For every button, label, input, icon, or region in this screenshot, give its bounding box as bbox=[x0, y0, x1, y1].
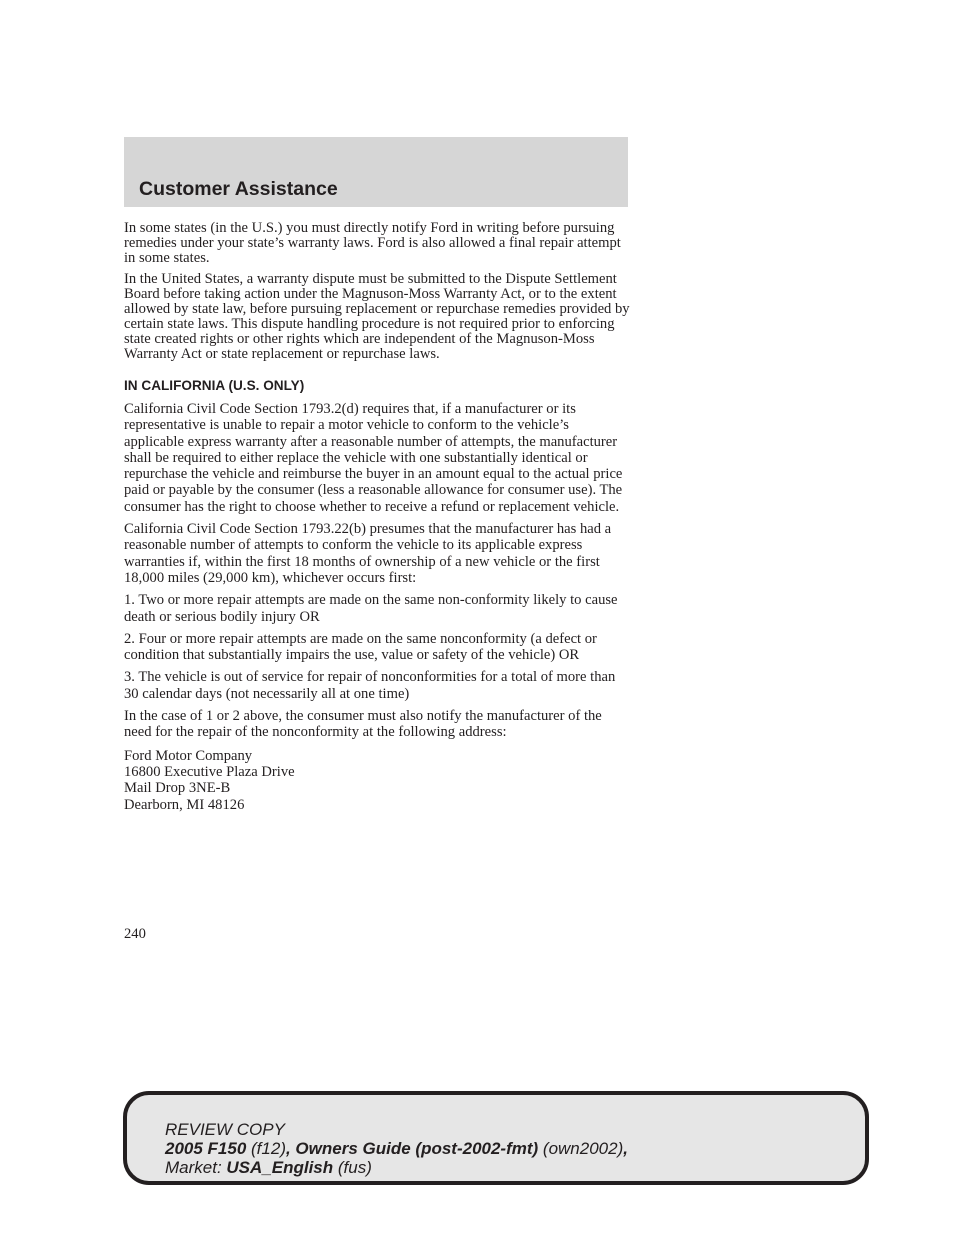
review-copy-model-line bbox=[165, 1139, 628, 1158]
market-label: Market: bbox=[165, 1158, 227, 1177]
market-code: (fus) bbox=[333, 1158, 372, 1177]
model-code: (f12) bbox=[246, 1139, 286, 1158]
intro-paragraph-1: In some states (in the U.S.) you must directly notify Ford in writing before pursuing remedies under your state’s warranty laws. Ford is also allowed a final repair attempt in some states. bbox=[124, 220, 621, 266]
list-item-1: 1. Two or more repair attempts are made on the same non-conformity likely to cause death or serious bodily injury OR bbox=[124, 592, 618, 625]
market-name: USA_English bbox=[226, 1158, 334, 1177]
california-paragraph-1: California Civil Code Section 1793.2(d) requires that, if a manufacturer or its representative is unable to repair a motor vehicle to conform to the vehicle’s applicable express warranty after a reasonable number of attempts, the manufacturer shall be required to either replace the vehicle with one substantially identical or repurchase the vehicle and reimburse the buyer in an amount equal to the actual price paid or payable by the consumer (less a reasonable allowance for consumer use). The consumer has the right to choose whether to receive a refund or replacement vehicle. bbox=[124, 401, 623, 515]
line-comma: , bbox=[623, 1139, 628, 1158]
review-copy-text bbox=[165, 1120, 628, 1177]
address-line-maildrop: Mail Drop 3NE-B bbox=[124, 780, 231, 797]
review-copy-label: REVIEW COPY bbox=[165, 1120, 285, 1139]
mailing-address bbox=[124, 748, 630, 814]
california-section bbox=[124, 401, 630, 813]
address-line-city: Dearborn, MI 48126 bbox=[124, 796, 245, 813]
section-header-band bbox=[124, 137, 628, 207]
california-paragraph-2: California Civil Code Section 1793.22(b) presumes that the manufacturer has had a reasonable number of attempts to conform the vehicle to its applicable express warranties if, within the first 18 months of ownership of a new vehicle or the first 18,000 miles (29,000 km), whichever occurs first: bbox=[124, 521, 612, 586]
notify-paragraph: In the case of 1 or 2 above, the consumer must also notify the manufacturer of the need for the repair of the nonconformity at the following address: bbox=[124, 708, 602, 741]
section-title: Customer Assistance bbox=[139, 178, 338, 200]
guide-name: , Owners Guide (post-2002-fmt) bbox=[285, 1139, 539, 1158]
model-name: 2005 F150 bbox=[165, 1139, 247, 1158]
page-content bbox=[124, 221, 630, 813]
review-copy-market-line bbox=[165, 1158, 628, 1177]
address-line-street: 16800 Executive Plaza Drive bbox=[124, 764, 295, 781]
list-item-2: 2. Four or more repair attempts are made on the same nonconformity (a defect or condition that substantially impairs the use, value or safety of the vehicle) OR bbox=[124, 630, 597, 664]
review-copy-box bbox=[123, 1091, 869, 1185]
intro-paragraph-2: In the United States, a warranty dispute must be submitted to the Dispute Settlement Board before taking action under the Magnuson-Moss Warranty Act, or to the extent allowed by state law, before pursuing replacement or repurchase remedies provided by certain state laws. This dispute handling procedure is not required prior to enforcing state created rights or other rights which are independent of the Magnuson-Moss Warranty Act or state replacement or repurchase laws. bbox=[124, 271, 630, 362]
address-line-company: Ford Motor Company bbox=[124, 747, 253, 764]
page-number: 240 bbox=[124, 926, 146, 942]
california-heading: IN CALIFORNIA (U.S. ONLY) bbox=[124, 378, 305, 393]
guide-code: (own2002) bbox=[538, 1139, 624, 1158]
list-item-3: 3. The vehicle is out of service for repair of nonconformities for a total of more than 30 calendar days (not necessarily all at one time) bbox=[124, 669, 616, 702]
